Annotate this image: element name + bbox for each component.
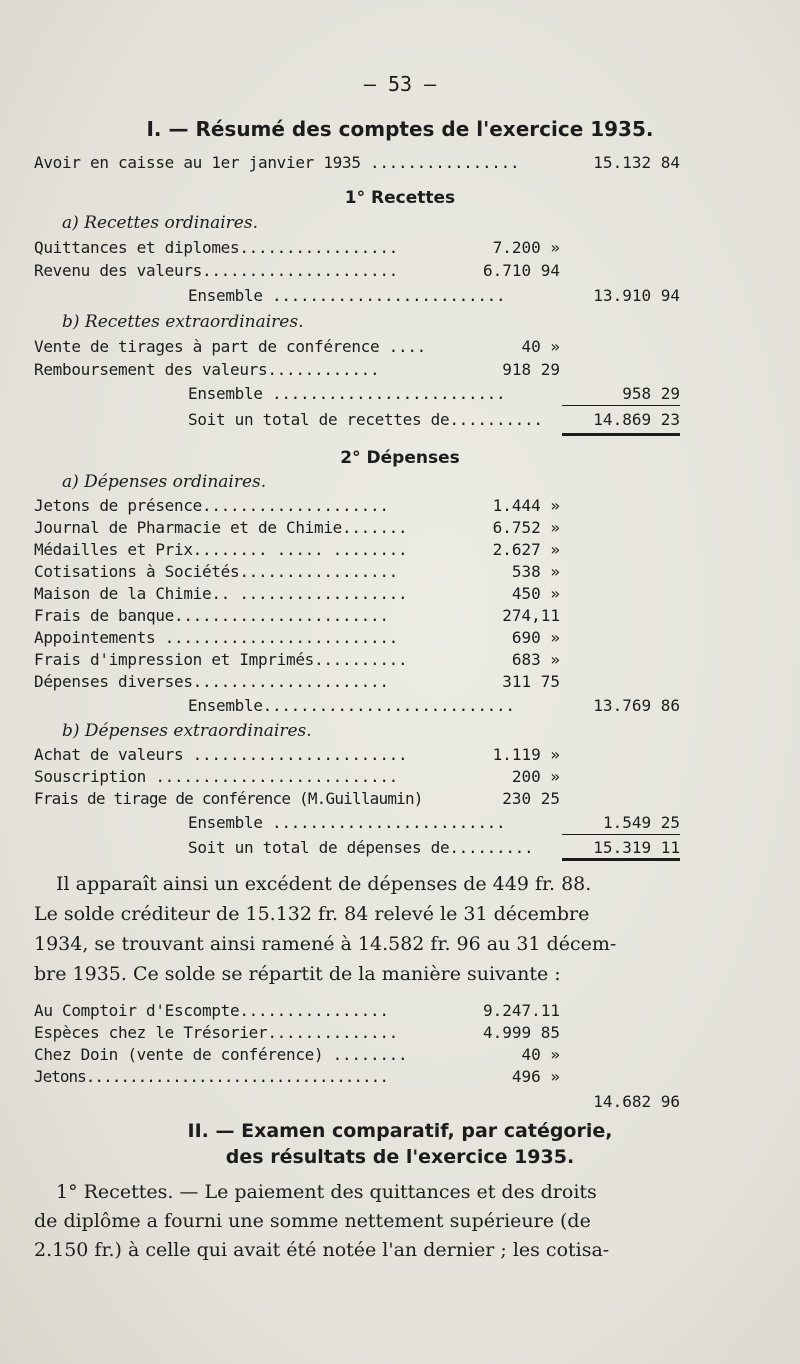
expense-row-label: Appointements ......................... <box>34 628 398 647</box>
receipts-extra-total-label: Ensemble ......................... <box>188 384 506 403</box>
balance-row-amount: 496 » <box>511 1067 560 1086</box>
expense-row-amount: 230 25 <box>502 789 560 808</box>
receipts-extra-total: 958 29 <box>622 384 680 403</box>
expense-row-label: Frais de tirage de conférence (M.Guillaumin) <box>34 789 423 808</box>
receipts-ordinary-title: a) Recettes ordinaires. <box>62 213 258 233</box>
receipt-row-label: Quittances et diplomes................. <box>34 238 398 257</box>
balance-row-label: Chez Doin (vente de conférence) ........ <box>34 1045 408 1064</box>
expense-row-amount: 538 » <box>511 562 560 581</box>
expense-row-amount: 274,11 <box>502 606 560 625</box>
receipt-row-label: Revenu des valeurs..................... <box>34 261 398 280</box>
balance-row-amount: 40 » <box>521 1045 560 1064</box>
opening-label: Avoir en caisse au 1er janvier 1935 ................ <box>34 153 520 172</box>
section2-title-line1: II. — Examen comparatif, par catégorie, <box>187 1120 613 1142</box>
double-rule <box>562 858 680 861</box>
expense-row-amount: 683 » <box>511 650 560 669</box>
expense-row-label: Frais d'impression et Imprimés.......... <box>34 650 408 669</box>
balance-row-amount: 9.247.11 <box>482 1001 560 1020</box>
opening-amount: 15.132 84 <box>593 153 680 172</box>
receipts-heading: 1° Recettes <box>344 188 456 208</box>
expenses-sum-amount: 15.319 11 <box>593 838 680 857</box>
expense-row-label: Maison de la Chimie.. .................. <box>34 584 408 603</box>
receipt-row-label: Vente de tirages à part de conférence .... <box>34 337 426 356</box>
balance-row-amount: 4.999 85 <box>482 1023 560 1042</box>
expense-row-label: Journal de Pharmacie et de Chimie....... <box>34 518 408 537</box>
receipts-ordinary-total: 13.910 94 <box>593 286 680 305</box>
paragraph-line: 1934, se trouvant ainsi ramené à 14.582 fr. 96 au 31 décem- <box>34 933 617 955</box>
paragraph-line: Il apparaît ainsi un excédent de dépenses de 449 fr. 88. <box>56 873 592 895</box>
expense-row-amount: 450 » <box>511 584 560 603</box>
receipt-row-amount: 6.710 94 <box>482 261 560 280</box>
expense-row-amount: 690 » <box>511 628 560 647</box>
receipts-extra-title: b) Recettes extraordinaires. <box>62 312 304 332</box>
expenses-sum-label: Soit un total de dépenses de......... <box>188 838 534 857</box>
section1-title: I. — Résumé des comptes de l'exercice 1935. <box>146 117 654 141</box>
receipt-row-amount: 7.200 » <box>492 238 560 257</box>
receipt-row-label: Remboursement des valeurs............ <box>34 360 380 379</box>
sum-rule <box>562 405 680 406</box>
balance-total: 14.682 96 <box>593 1092 680 1111</box>
expenses-ordinary-title: a) Dépenses ordinaires. <box>62 472 267 492</box>
double-rule <box>562 433 680 436</box>
expense-row-label: Dépenses diverses..................... <box>34 672 389 691</box>
expense-row-amount: 2.627 » <box>492 540 560 559</box>
receipt-row-amount: 918 29 <box>502 360 560 379</box>
balance-row-label: Au Comptoir d'Escompte................ <box>34 1001 389 1020</box>
receipt-row-amount: 40 » <box>521 337 560 356</box>
expense-row-label: Jetons de présence.................... <box>34 496 389 515</box>
expense-row-label: Souscription .......................... <box>34 767 398 786</box>
receipts-sum-label: Soit un total de recettes de.......... <box>188 410 543 429</box>
paragraph-line: 2.150 fr.) à celle qui avait été notée l'an dernier ; les cotisa- <box>34 1239 610 1261</box>
expense-row-label: Médailles et Prix........ ..... ........ <box>34 540 408 559</box>
expenses-extra-total-label: Ensemble ......................... <box>188 813 506 832</box>
expense-row-label: Achat de valeurs ....................... <box>34 745 408 764</box>
expense-row-amount: 311 75 <box>502 672 560 691</box>
expense-row-amount: 6.752 » <box>492 518 560 537</box>
paragraph-line: 1° Recettes. — Le paiement des quittances et des droits <box>56 1181 597 1203</box>
expenses-ordinary-total-label: Ensemble........................... <box>188 696 515 715</box>
expense-row-label: Cotisations à Sociétés................. <box>34 562 398 581</box>
balance-row-label: Jetons................................... <box>34 1067 388 1086</box>
receipts-sum-amount: 14.869 23 <box>593 410 680 429</box>
paragraph-line: Le solde créditeur de 15.132 fr. 84 relevé le 31 décembre <box>34 903 590 925</box>
expenses-heading: 2° Dépenses <box>340 448 460 468</box>
paragraph-line: de diplôme a fourni une somme nettement supérieure (de <box>34 1210 591 1232</box>
balance-row-label: Espèces chez le Trésorier.............. <box>34 1023 398 1042</box>
sum-rule <box>562 834 680 835</box>
page-number: — 53 — <box>363 72 437 96</box>
paragraph-line: bre 1935. Ce solde se répartit de la manière suivante : <box>34 963 561 985</box>
expense-row-label: Frais de banque....................... <box>34 606 389 625</box>
expenses-ordinary-total: 13.769 86 <box>593 696 680 715</box>
section2-title-line2: des résultats de l'exercice 1935. <box>225 1146 575 1168</box>
expense-row-amount: 1.119 » <box>492 745 560 764</box>
receipts-ordinary-total-label: Ensemble ......................... <box>188 286 506 305</box>
expense-row-amount: 1.444 » <box>492 496 560 515</box>
expenses-extra-title: b) Dépenses extraordinaires. <box>62 721 312 741</box>
expenses-extra-total: 1.549 25 <box>602 813 680 832</box>
expense-row-amount: 200 » <box>511 767 560 786</box>
